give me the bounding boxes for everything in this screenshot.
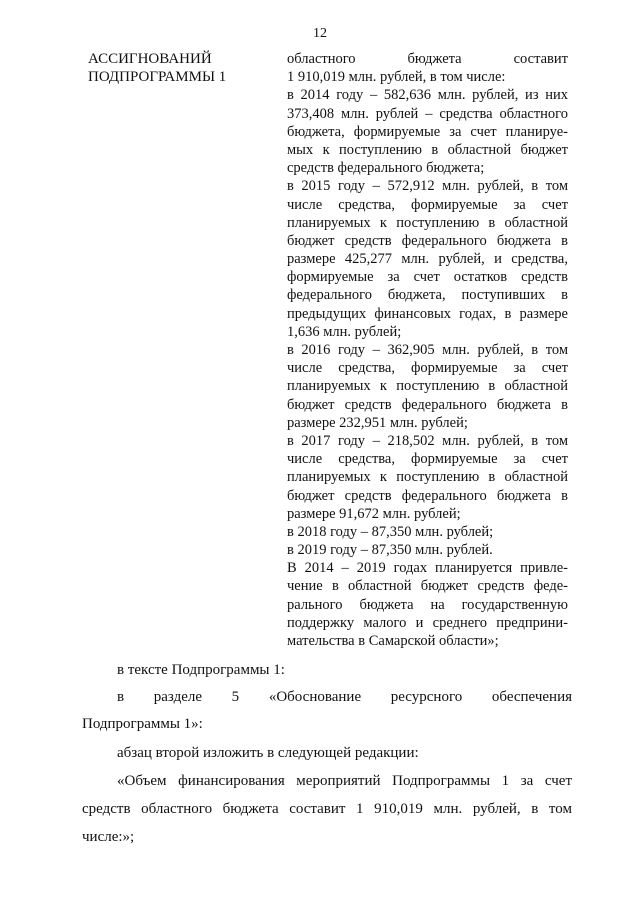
heading-line: АССИГНОВАНИЙ [88,51,212,67]
funding-text-line: 1,636 млн. рублей; [287,323,402,340]
funding-text-line: федерального бюджета, поступивших в [287,287,568,304]
funding-text-line: в 2019 году – 87,350 млн. рублей. [287,542,493,559]
funding-text-line: областного бюджета составит [287,51,568,67]
funding-text-line: планируемых к поступлению в областной [287,378,568,395]
funding-text-line: бюджета, формируемые за счет планируе- [287,123,568,140]
paragraph-section-ref-line1: в разделе 5 «Обоснование ресурсного обеспечения [117,689,572,705]
funding-text-line: числе средства, формируемые за счет [287,451,568,468]
funding-text-line: в 2015 году – 572,912 млн. рублей, в том [287,178,568,195]
paragraph-instruction: абзац второй изложить в следующей редакции: [117,745,419,761]
paragraph-section-ref-line2: Подпрограммы 1»: [82,716,203,732]
paragraph-quote-line2: средств областного бюджета составит 1 910,019 млн. рублей, в том [82,801,572,817]
funding-text-line: в 2016 году – 362,905 млн. рублей, в том [287,342,568,358]
funding-text-line: чение в областной бюджет средств феде- [287,578,568,595]
funding-text-line: средств федерального бюджета; [287,160,485,177]
funding-text-line: числе средства, формируемые за счет [287,360,568,377]
funding-text-line: размере 425,277 млн. рублей, и средства, [287,251,568,268]
funding-text-line: в 2017 году – 218,502 млн. рублей, в том [287,432,568,449]
paragraph-quote-line3: числе:»; [82,829,135,845]
heading-line: ПОДПРОГРАММЫ 1 [88,69,227,85]
funding-text-line: размере 232,951 млн. рублей; [287,414,468,431]
funding-text-line: бюджет средств федерального бюджета в [287,487,568,504]
funding-text-line: в 2018 году – 87,350 млн. рублей; [287,523,494,540]
funding-text-line: размере 91,672 млн. рублей; [287,505,461,522]
funding-text-line: мых к поступлению в областной бюджет [287,141,568,158]
funding-text-line: формируемые за счет остатков средств [287,269,568,286]
paragraph-quote-line1: «Объем финансирования мероприятий Подпрограммы 1 за счет [117,773,572,789]
funding-text-line: рального бюджета на государственную [287,596,568,613]
funding-text-line: В 2014 – 2019 годах планируется привле- [287,560,568,577]
funding-text-line: 1 910,019 млн. рублей, в том числе: [287,69,506,86]
page-number: 12 [313,26,327,41]
funding-text-line: планируемых к поступлению в областной [287,469,568,486]
funding-text-line: мательства в Самарской области»; [287,633,499,649]
funding-text-line: предыдущих финансовых годах, в размере [287,305,568,322]
funding-text-line: бюджет средств федерального бюджета в [287,396,568,413]
funding-text-line: планируемых к поступлению в областной [287,214,568,231]
paragraph-intro: в тексте Подпрограммы 1: [117,662,285,678]
section-heading [88,50,226,86]
funding-details-column [287,50,568,650]
funding-text-line: поддержку малого и среднего предприни- [287,614,568,631]
funding-text-line: в 2014 году – 582,636 млн. рублей, из них [287,87,568,104]
funding-text-line: числе средства, формируемые за счет [287,196,568,213]
funding-text-line: бюджет средств федерального бюджета в [287,232,568,249]
funding-text-line: 373,408 млн. рублей – средства областного [287,105,568,122]
